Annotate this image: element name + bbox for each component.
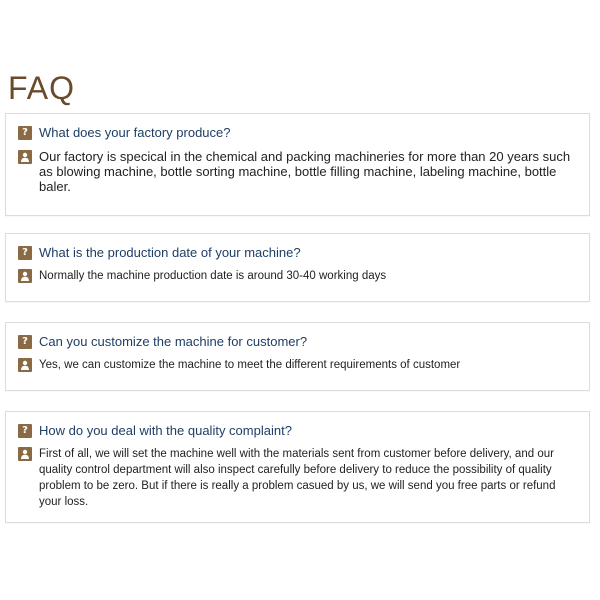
question-mark-icon: ?: [18, 424, 32, 438]
question-mark-icon: ?: [18, 335, 32, 349]
faq-answer-row: [6, 357, 589, 373]
faq-item: [5, 411, 590, 523]
faq-item: [5, 322, 590, 391]
faq-item: [5, 113, 590, 216]
question-mark-icon: ?: [18, 126, 32, 140]
person-icon: [18, 150, 32, 164]
faq-answer: Normally the machine production date is around 30-40 working days: [39, 270, 387, 282]
faq-answer-row: [6, 268, 589, 284]
faq-answer: First of all, we will set the machine well with the materials sent from customer before delivery, and our quality control department will also inspect carefully before delivery to reduce the possibility of quality problem to be zero. But if there is really a problem casued by us, we will send you free parts or refund your loss.: [39, 448, 556, 508]
faq-answer: Our factory is specical in the chemical and packing machineries for more than 20 years such as blowing machine, bottle sorting machine, bottle filling machine, labeling machine, bottle baler.: [39, 149, 571, 194]
faq-question-row: [6, 334, 589, 350]
faq-question: What is the production date of your machine?: [39, 245, 301, 260]
person-icon: [18, 447, 32, 461]
question-mark-icon: ?: [18, 246, 32, 260]
page-title: FAQ: [8, 70, 76, 106]
faq-question: What does your factory produce?: [39, 125, 231, 140]
faq-answer-row: [6, 446, 589, 510]
person-icon: [18, 358, 32, 372]
faq-answer-row: [6, 149, 589, 194]
faq-question-row: [6, 423, 589, 439]
faq-question: How do you deal with the quality complaint?: [39, 423, 292, 438]
faq-answer: Yes, we can customize the machine to meet the different requirements of customer: [39, 359, 461, 371]
person-icon: [18, 269, 32, 283]
faq-item: [5, 233, 590, 302]
faq-question-row: [6, 125, 589, 141]
faq-question: Can you customize the machine for customer?: [39, 334, 308, 349]
faq-question-row: [6, 245, 589, 261]
